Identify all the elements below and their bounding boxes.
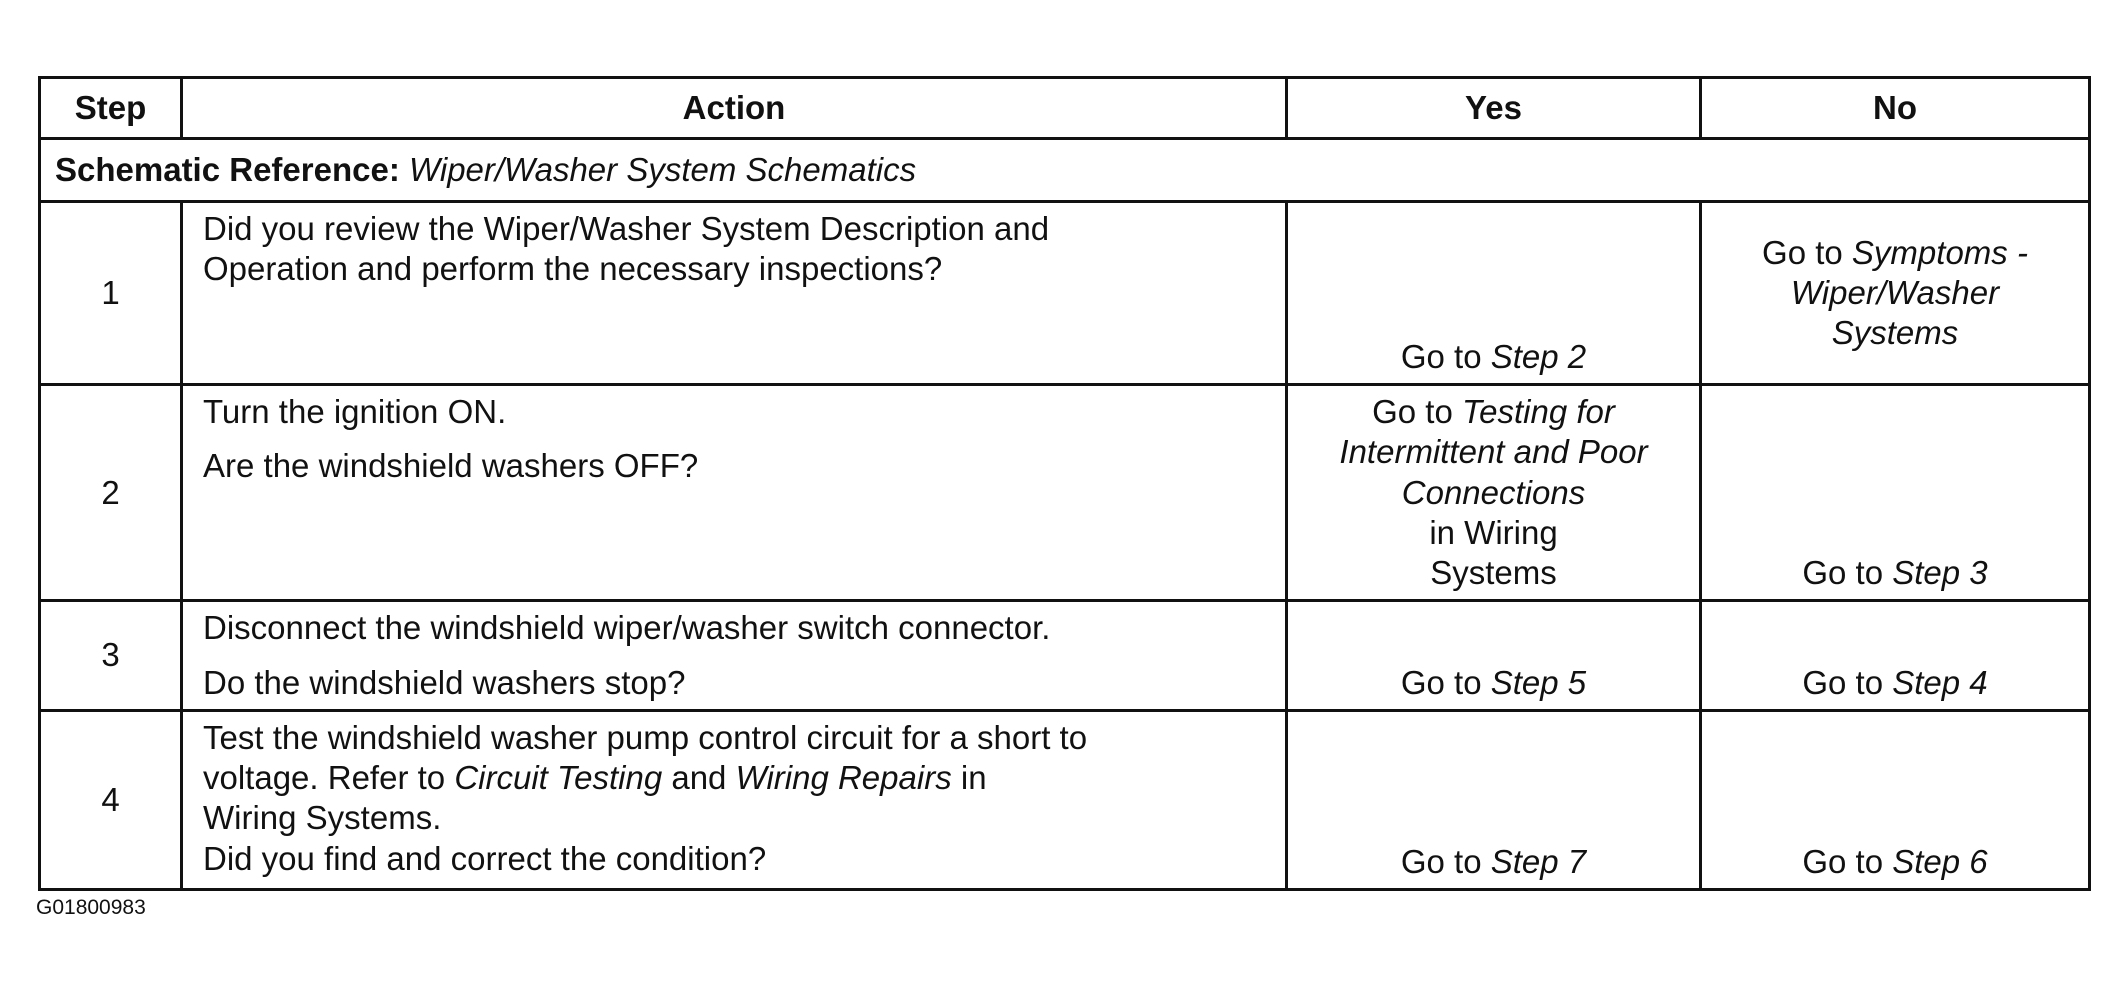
step-number: 3 (40, 601, 182, 711)
diagnostic-table (38, 76, 2091, 891)
action-text: Do the windshield washers stop? (203, 663, 686, 701)
no-link[interactable]: Systems (1831, 314, 1959, 352)
wiring-repairs-link[interactable]: Wiring Repairs (735, 759, 952, 796)
yes-cell (1287, 385, 1701, 601)
header-action: Action (182, 78, 1287, 139)
yes-prefix: Go to (1400, 663, 1491, 701)
yes-prefix: Go to (1400, 842, 1491, 880)
action-text: Operation and perform the necessary inspections? (203, 250, 943, 288)
no-cell (1701, 710, 2090, 889)
figure-id: G01800983 (36, 896, 146, 919)
yes-link[interactable]: Step 7 (1490, 842, 1587, 880)
table-row (40, 202, 2090, 385)
table-row (40, 601, 2090, 711)
no-link[interactable]: Step 3 (1892, 554, 1988, 591)
step-number: 1 (40, 202, 182, 385)
no-cell (1701, 202, 2090, 385)
action-text: Did you find and correct the condition? (203, 839, 767, 877)
header-no: No (1701, 78, 2090, 139)
no-link[interactable]: Step 6 (1892, 842, 1988, 880)
step-number: 4 (40, 710, 182, 889)
action-text: voltage. Refer to (203, 759, 455, 796)
yes-prefix: Go to (1400, 337, 1491, 375)
yes-link[interactable]: Intermittent and Poor (1339, 433, 1648, 471)
action-text: and (662, 759, 736, 796)
yes-text: in Wiring (1429, 513, 1558, 551)
action-text: Are the windshield washers OFF? (203, 447, 699, 485)
schematic-reference-label: Schematic Reference: (55, 150, 400, 188)
yes-link[interactable]: Connections (1401, 473, 1586, 511)
no-link[interactable]: Wiper/Washer (1790, 273, 2000, 311)
no-prefix: Go to (1802, 663, 1893, 701)
schematic-reference-link[interactable]: Wiper/Washer System Schematics (409, 150, 917, 188)
table-row (40, 385, 2090, 601)
yes-prefix: Go to (1372, 393, 1462, 430)
yes-cell (1287, 710, 1701, 889)
no-link[interactable]: Step 4 (1892, 663, 1988, 701)
action-cell (182, 202, 1287, 385)
no-cell (1701, 601, 2090, 711)
no-prefix: Go to (1802, 554, 1893, 591)
action-cell (182, 601, 1287, 711)
action-text: Test the windshield washer pump control circuit for a short to (203, 718, 1088, 756)
step-number: 2 (40, 385, 182, 601)
schematic-reference (40, 139, 2090, 202)
yes-link[interactable]: Step 5 (1490, 663, 1587, 701)
header-row (40, 78, 2090, 139)
table-row (40, 710, 2090, 889)
header-step: Step (40, 78, 182, 139)
yes-text: Systems (1430, 554, 1557, 591)
action-text: Disconnect the windshield wiper/washer switch connector. (203, 609, 1051, 647)
action-cell (182, 385, 1287, 601)
header-yes: Yes (1287, 78, 1701, 139)
no-prefix: Go to (1802, 842, 1893, 880)
no-cell (1701, 385, 2090, 601)
no-link[interactable]: Symptoms - (1851, 233, 2028, 271)
action-text: Turn the ignition ON. (203, 393, 507, 430)
action-text: Wiring Systems. (203, 799, 442, 837)
yes-cell (1287, 601, 1701, 711)
no-prefix: Go to (1762, 233, 1852, 271)
circuit-testing-link[interactable]: Circuit Testing (454, 759, 663, 796)
action-text: in (951, 759, 987, 796)
yes-link[interactable]: Testing for (1462, 393, 1615, 430)
action-text: Did you review the Wiper/Washer System Description and (203, 210, 1050, 247)
schematic-reference-row (40, 139, 2090, 202)
yes-cell (1287, 202, 1701, 385)
yes-link[interactable]: Step 2 (1490, 337, 1587, 375)
action-cell (182, 710, 1287, 889)
